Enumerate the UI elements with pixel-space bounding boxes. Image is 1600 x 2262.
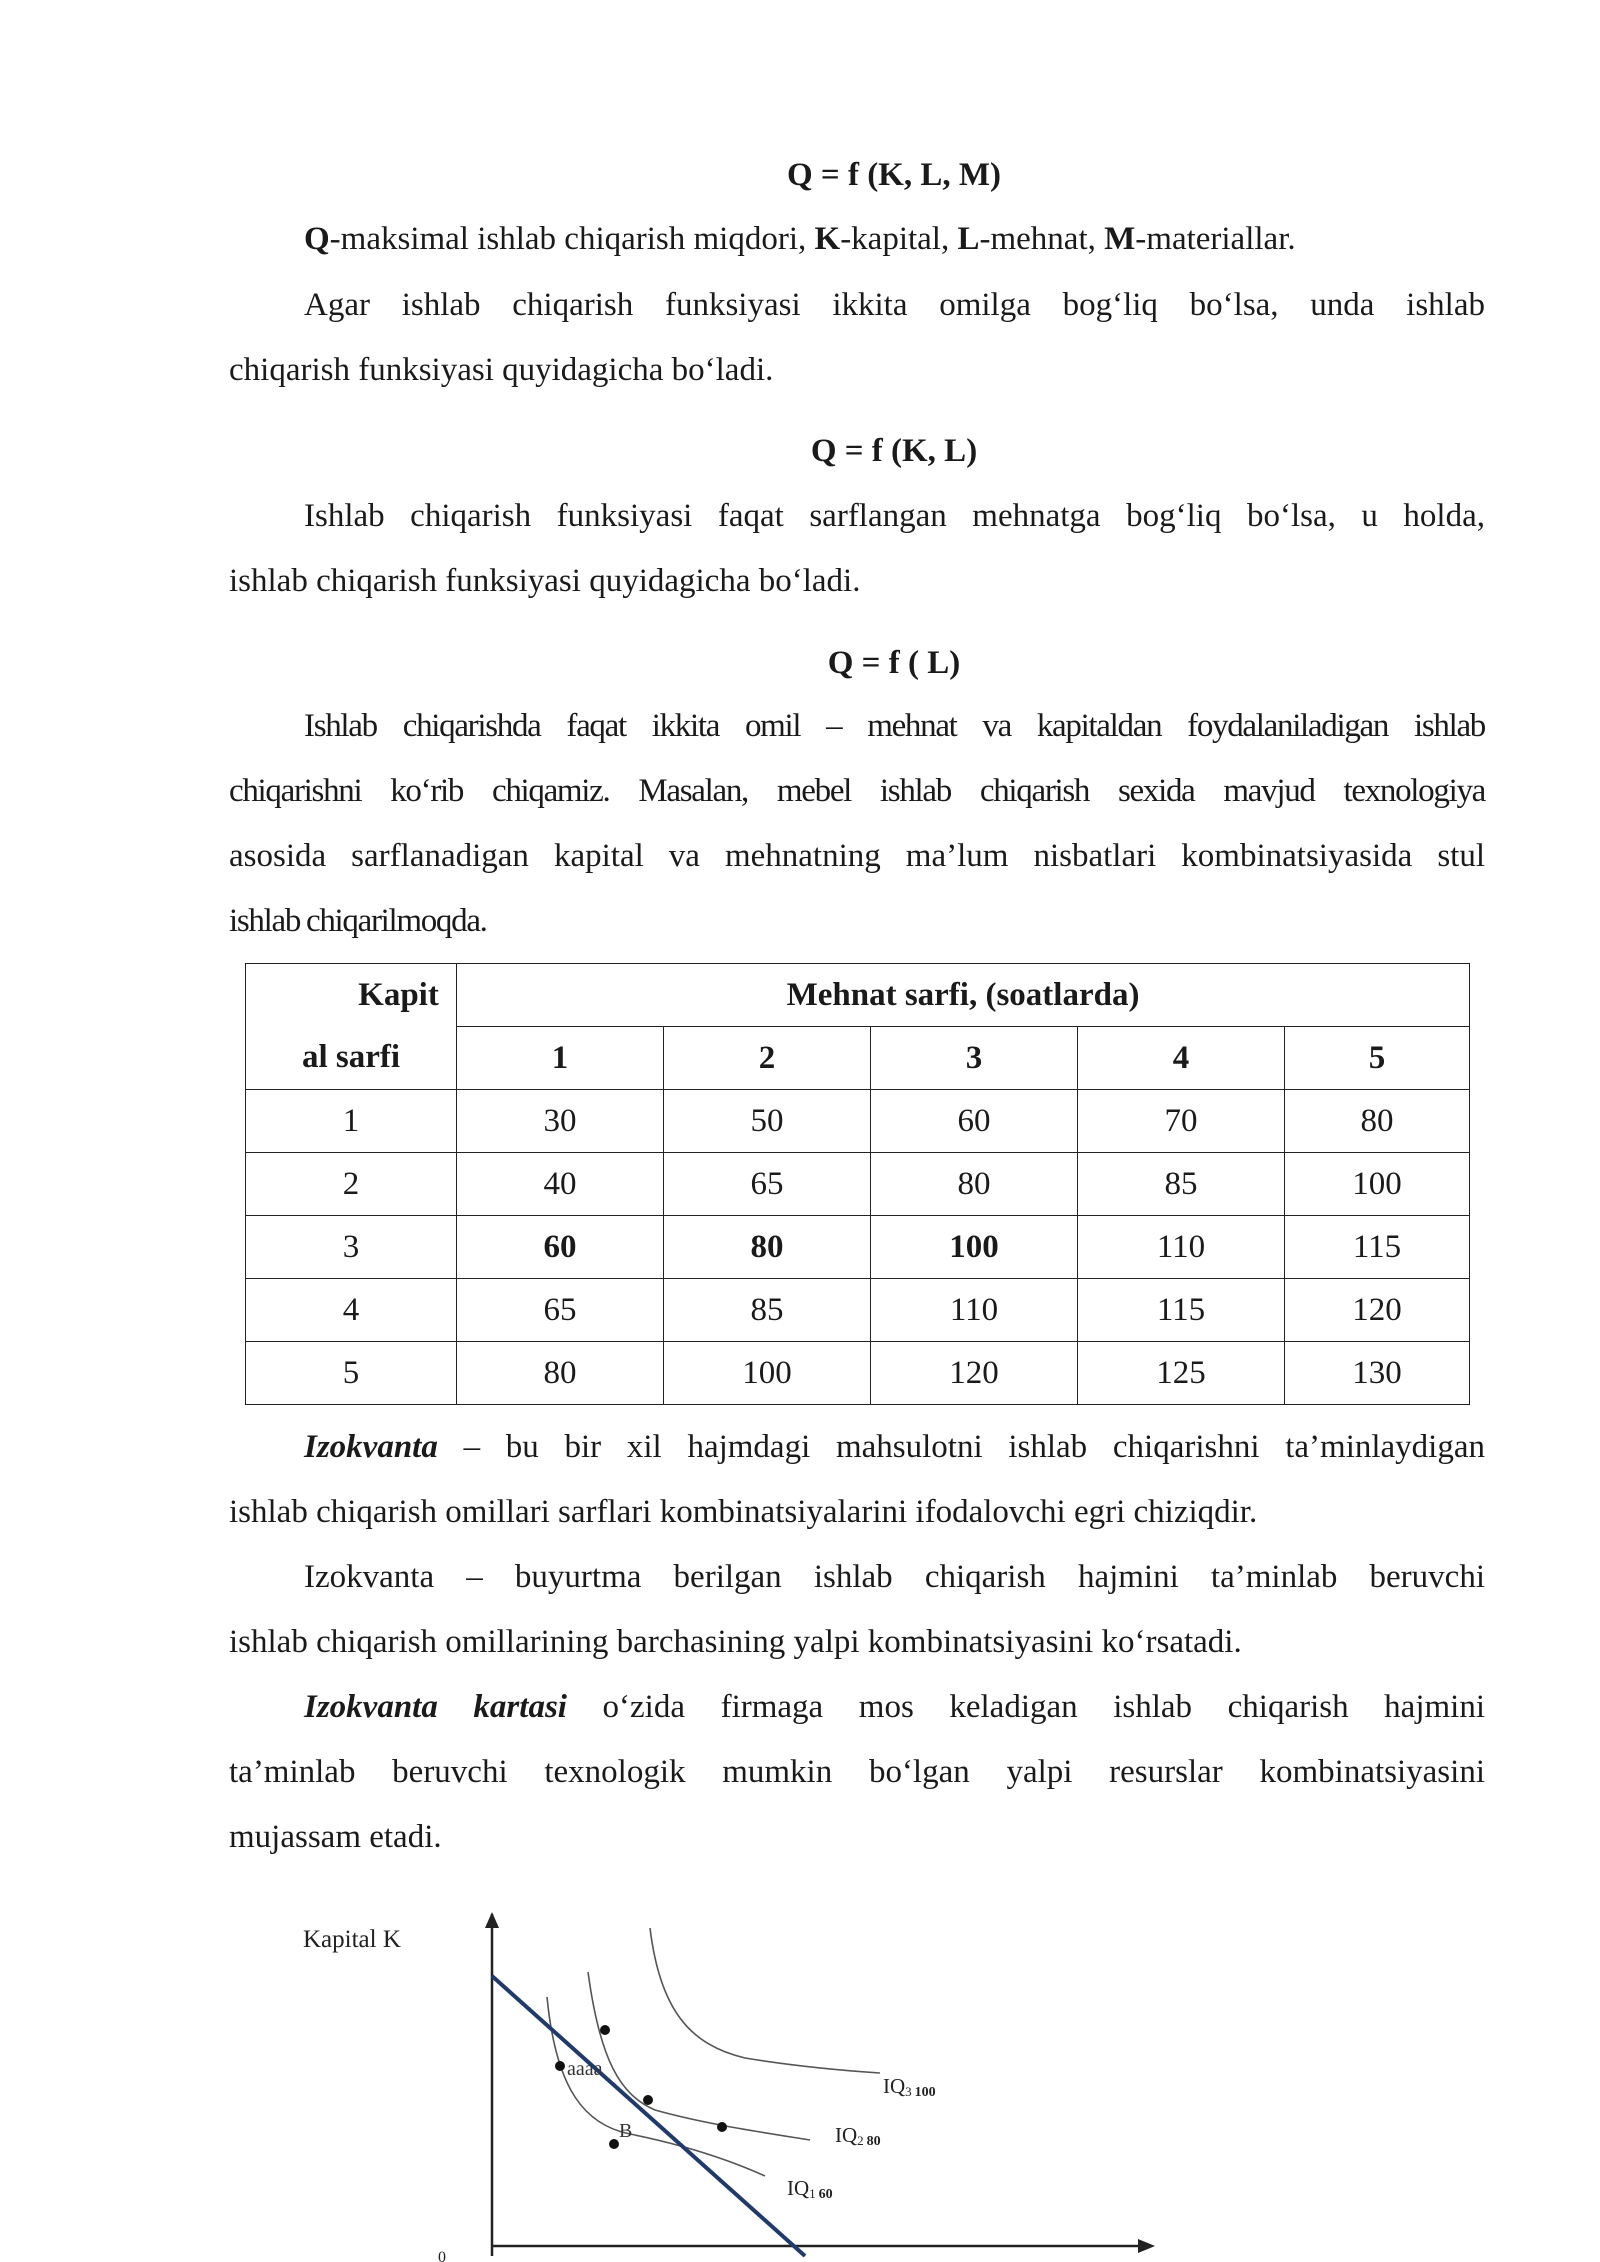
paragraph-3-line-1: Ishlab chiqarish funksiyasi faqat sarflangan mehnatga bog‘liq bo‘lsa, u holda, <box>304 498 1485 534</box>
point-b-label: B <box>619 2120 633 2142</box>
table-cell: 120 <box>871 1342 1078 1405</box>
table-cell: 65 <box>664 1153 871 1216</box>
equation-3: Q = f ( L) <box>827 645 961 681</box>
table-row <box>246 1216 1470 1279</box>
def-q: Q <box>304 221 330 257</box>
point-a <box>555 2061 565 2071</box>
table-cell: 100 <box>871 1216 1078 1279</box>
table-row <box>246 1342 1470 1405</box>
column-header: 2 <box>664 1027 871 1090</box>
def-l-text: -mehnat, <box>979 221 1105 257</box>
isoquant-iq1 <box>547 1997 765 2176</box>
row-label: 5 <box>246 1342 457 1405</box>
term-izokvanta: Izokvanta <box>304 1429 438 1465</box>
table-cell: 50 <box>664 1090 871 1153</box>
table-cell: 110 <box>871 1279 1078 1342</box>
table-cell: 40 <box>457 1153 664 1216</box>
table-cell: 30 <box>457 1090 664 1153</box>
paragraph-5-line-1 <box>304 1427 1485 1467</box>
column-header: 3 <box>871 1027 1078 1090</box>
point-iq2-upper <box>600 2025 610 2035</box>
paragraph-2-line-2: chiqarish funksiyasi quyidagicha bo‘ladi. <box>229 352 774 388</box>
y-axis-label: Kapital K <box>303 1926 401 1953</box>
table-cell: 80 <box>457 1342 664 1405</box>
group-header: Mehnat sarfi, (soatlarda) <box>457 964 1470 1027</box>
paragraph-4-line-1: Ishlab chiqarishda faqat ikkita omil – mehnat va kapitaldan foydalaniladigan ishlab <box>304 708 1485 744</box>
paragraph-2-line-1: Agar ishlab chiqarish funksiyasi ikkita omilga bog‘liq bo‘lsa, unda ishlab <box>304 287 1485 323</box>
def-m: M <box>1104 221 1136 257</box>
table-cell: 125 <box>1078 1342 1285 1405</box>
column-header: 1 <box>457 1027 664 1090</box>
table-cell: 115 <box>1285 1216 1470 1279</box>
paragraph-7-line-1 <box>304 1687 1485 1727</box>
iq3-label: IQ3 100 <box>883 2074 936 2100</box>
paragraph-5-line-2: ishlab chiqarish omillari sarflari kombinatsiyalarini ifodalovchi egri chiziqdir. <box>229 1494 1258 1530</box>
table-cell: 85 <box>664 1279 871 1342</box>
table-cell: 80 <box>1285 1090 1470 1153</box>
paragraph-4-line-2: chiqarishni ko‘rib chiqamiz. Masalan, mebel ishlab chiqarish sexida mavjud texnologiya <box>229 773 1485 809</box>
paragraph-7-line-3: mujassam etadi. <box>229 1819 442 1855</box>
paragraph-3-line-2: ishlab chiqarish funksiyasi quyidagicha bo‘ladi. <box>229 563 861 599</box>
point-iq2-tangent <box>643 2095 653 2105</box>
table-cell: 85 <box>1078 1153 1285 1216</box>
point-iq2-lower <box>717 2122 727 2132</box>
isoquant-iq3 <box>650 1928 880 2073</box>
row-label: 3 <box>246 1216 457 1279</box>
equation-1: Q = f (K, L, M) <box>786 157 1002 193</box>
paragraph-7-line-2: ta’minlab beruvchi texnologik mumkin bo‘lgan yalpi resurslar kombinatsiyasini <box>229 1754 1485 1790</box>
def-k: K <box>814 221 841 257</box>
equation-2: Q = f (K, L) <box>810 433 978 469</box>
def-m-text: -materiallar. <box>1135 221 1296 257</box>
paragraph-4-line-4: ishlab chiqarilmoqda. <box>229 903 487 939</box>
table-cell: 80 <box>664 1216 871 1279</box>
isoquant-iq2 <box>588 1972 810 2140</box>
def-l: L <box>957 221 980 257</box>
row-label: 4 <box>246 1279 457 1342</box>
term-izokvanta-kartasi: Izokvanta kartasi <box>304 1689 567 1725</box>
isocost-line <box>492 1976 805 2256</box>
isoquant-map <box>0 1880 1600 2262</box>
paragraph-6-line-1: Izokvanta – buyurtma berilgan ishlab chiqarish hajmini ta’minlab beruvchi <box>304 1559 1485 1595</box>
paragraph-7-line-1-text: o‘zida firmaga mos keladigan ishlab chiqarish hajmini <box>566 1689 1486 1725</box>
table-row <box>246 1279 1470 1342</box>
iq1-label: IQ1 60 <box>787 2176 833 2202</box>
table-header-row-2 <box>246 1027 1470 1090</box>
table-header-row-1 <box>246 964 1470 1027</box>
paragraph-5-line-1-text: – bu bir xil hajmdagi mahsulotni ishlab chiqarishni ta’minlaydigan <box>437 1429 1485 1465</box>
definitions-line <box>304 219 1485 259</box>
def-q-text: -maksimal ishlab chiqarish miqdori, <box>329 221 815 257</box>
row-label: 1 <box>246 1090 457 1153</box>
paragraph-6-line-2: ishlab chiqarish omillarining barchasining yalpi kombinatsiyasini ko‘rsatadi. <box>229 1624 1242 1660</box>
table-cell: 130 <box>1285 1342 1470 1405</box>
table-cell: 80 <box>871 1153 1078 1216</box>
y-axis-arrow <box>485 1912 499 1928</box>
table-cell: 100 <box>1285 1153 1470 1216</box>
table-cell: 100 <box>664 1342 871 1405</box>
column-header: 4 <box>1078 1027 1285 1090</box>
corner-header-bottom: al sarfi <box>246 1027 457 1090</box>
table-cell: 110 <box>1078 1216 1285 1279</box>
x-axis-arrow <box>1138 2239 1155 2253</box>
origin-label: 0 <box>438 2249 446 2262</box>
point-a-label: aaaa <box>567 2058 603 2080</box>
table-cell: 65 <box>457 1279 664 1342</box>
iq2-label: IQ2 80 <box>835 2123 881 2149</box>
table-cell: 115 <box>1078 1279 1285 1342</box>
def-k-text: -kapital, <box>840 221 958 257</box>
table-cell: 60 <box>871 1090 1078 1153</box>
table-cell: 120 <box>1285 1279 1470 1342</box>
table-cell: 60 <box>457 1216 664 1279</box>
point-b <box>609 2139 619 2149</box>
table-row <box>246 1153 1470 1216</box>
row-label: 2 <box>246 1153 457 1216</box>
production-table <box>245 963 1470 1405</box>
table-cell: 70 <box>1078 1090 1285 1153</box>
table-row <box>246 1090 1470 1153</box>
corner-header-top: Kapit <box>246 964 457 1027</box>
paragraph-4-line-3: asosida sarflanadigan kapital va mehnatning ma’lum nisbatlari kombinatsiyasida stul <box>229 838 1485 874</box>
column-header: 5 <box>1285 1027 1470 1090</box>
